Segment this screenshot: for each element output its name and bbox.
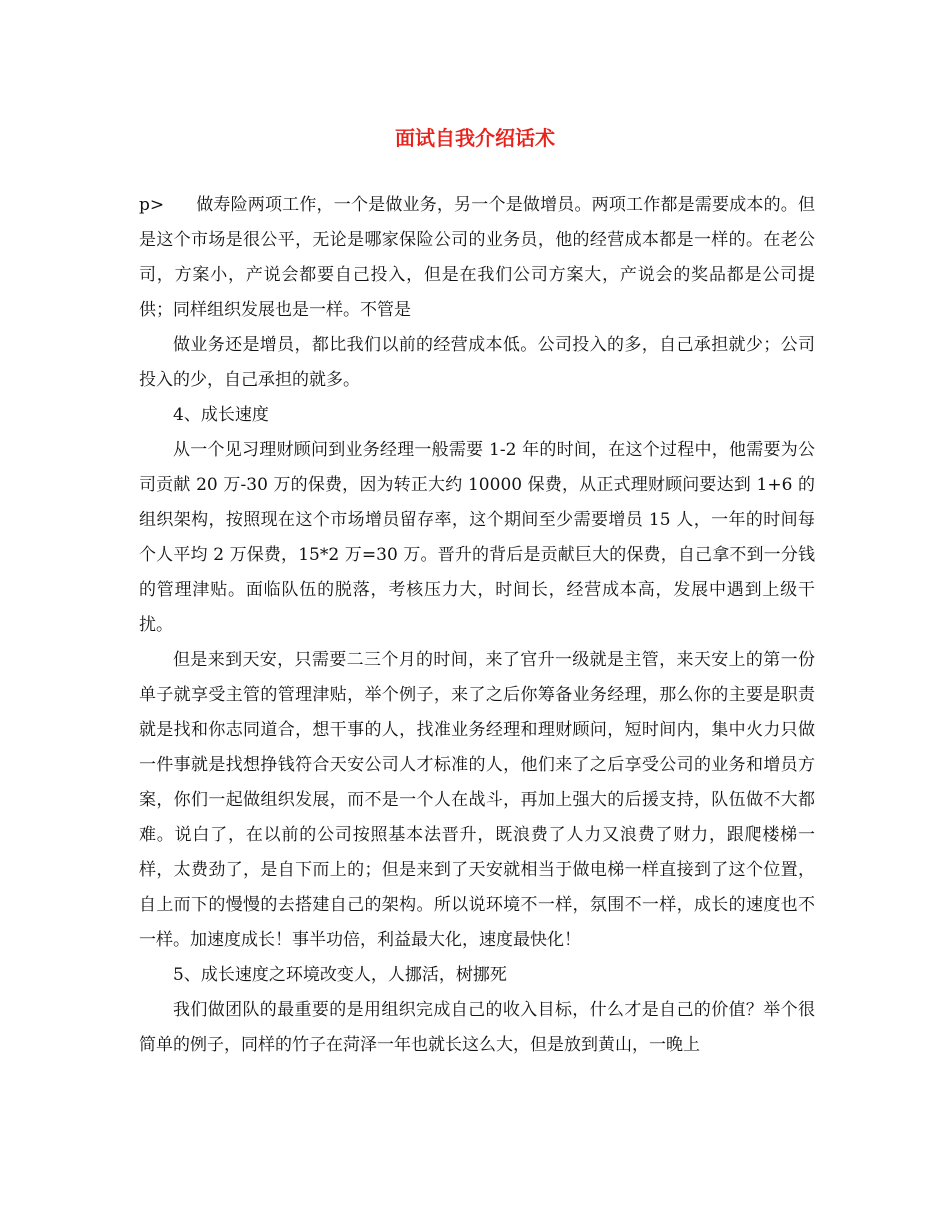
paragraph-2: 做业务还是增员，都比我们以前的经营成本低。公司投入的多，自己承担就少；公司投入的少，自己承担的就多。 [139,335,815,390]
page-title: 面试自我介绍话术 [395,126,555,150]
paragraph-1 [139,188,815,328]
paragraph-5: 但是来到天安，只需要二三个月的时间，来了官升一级就是主管，来天安上的第一份单子就享受主管的管理津贴，举个例子，来了之后你筹备业务经理，那么你的主要是职责就是找和你志同道合，想干事的人，找准业务经理和理财顾问，短时间内，集中火力只做一件事就是找想挣钱符合天安公司人才标准的人，他们来了之后享受公司的业务和增员方案，你们一起做组织发展，而不是一个人在战斗，再加上强大的后援支持，队伍做不大都难。说白了，在以前的公司按照基本法晋升，既浪费了人力又浪费了财力，跟爬楼梯一样，太费劲了，是自下而上的；但是来到了天安就相当于做电梯一样直接到了这个位置，自上而下的慢慢的去搭建自己的架构。所以说环境不一样，氛围不一样，成长的速度也不一样。加速度成长！事半功倍，利益最大化，速度最快化！ [139,650,815,950]
section-heading-growth-speed: 4、成长速度 [173,405,269,425]
paragraph-text: 做寿险两项工作，一个是做业务，另一个是做增员。两项工作都是需要成本的。但是这个市场是很公平，无论是哪家保险公司的业务员，他的经营成本都是一样的。在老公司，方案小，产说会都要自己投入，但是在我们公司方案大，产说会的奖品都是公司提供；同样组织发展也是一样。不管是 [139,195,815,320]
paragraph-7: 我们做团队的最重要的是用组织完成自己的收入目标，什么才是自己的价值？举个很简单的例子，同样的竹子在菏泽一年也就长这么大，但是放到黄山，一晚上 [139,1000,815,1055]
paragraph-4: 从一个见习理财顾问到业务经理一般需要 1-2 年的时间，在这个过程中，他需要为公司贡献 20 万-30 万的保费，因为转正大约 10000 保费，从正式理财顾问要达到 1+6 的组织架构，按照现在这个市场增员留存率，这个期间至少需要增员 15 人，一年的时间每个人平均 2 万保费，15*2 万=30 万。晋升的背后是贡献巨大的保费，自己拿不到一分钱的管理津贴。面临队伍的脱落，考核压力大，时间长，经营成本高，发展中遇到上级干扰。 [139,440,815,635]
paragraph-lead-marker: p> [139,195,165,215]
document-body [139,188,815,1063]
section-heading-environment: 5、成长速度之环境改变人，人挪活，树挪死 [173,965,507,985]
